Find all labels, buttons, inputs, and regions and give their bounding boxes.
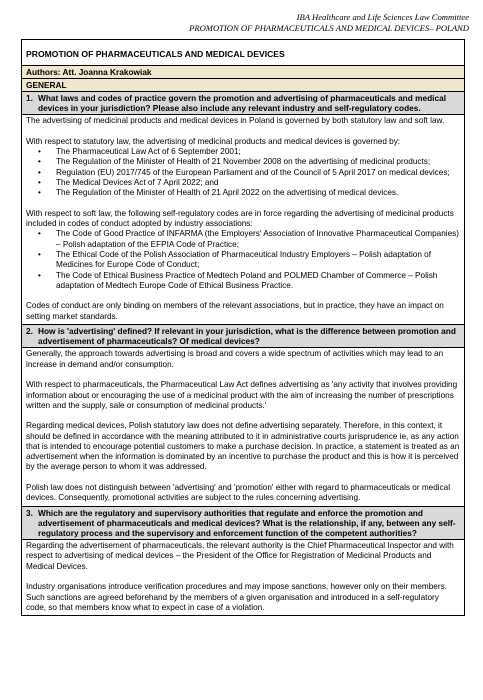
document-title: PROMOTION OF PHARMACEUTICALS AND MEDICAL DEVICES	[22, 40, 464, 66]
answer-paragraph: Codes of conduct are only binding on members of the relevant associations, but in practice, they have an impact on setting market standards.	[26, 301, 444, 321]
answer-paragraph: Regarding the advertisement of pharmaceuticals, the relevant authority is the Chief Pharmaceutical Inspector and with respect to advertising of medical devices – the President of the Office for Registration of Medicinal Products and Medical Devices.	[26, 541, 454, 571]
list-item: • The Medical Devices Act of 7 April 2022; and	[26, 178, 460, 188]
document-table	[21, 39, 465, 616]
soft-law-list	[26, 229, 460, 291]
list-item: • The Code of Ethical Business Practice of Medtech Poland and POLMED Chamber of Commerce – Polish adaptation of Medtech Europe Code of Ethical Business Practice.	[26, 271, 460, 292]
answer-1	[22, 115, 464, 325]
list-item: • Regulation (EU) 2017/745 of the European Parliament and of the Council of 5 April 2017 on medical devices;	[26, 168, 460, 178]
answer-3	[22, 540, 464, 615]
section-heading: GENERAL	[22, 79, 464, 92]
statutory-law-list	[26, 147, 460, 198]
answer-paragraph: Generally, the approach towards advertising is broad and covers a wide spectrum of activities which may lead to an increase in demand and/or consumption.	[26, 349, 444, 369]
authors-line: Authors: Att. Joanna Krakowiak	[22, 66, 464, 79]
header-committee: IBA Healthcare and Life Sciences Law Committee	[296, 12, 469, 22]
answer-paragraph: With respect to statutory law, the advertising of medicinal products and medical devices is governed by:	[26, 136, 401, 146]
answer-paragraph: With respect to pharmaceuticals, the Pharmaceutical Law Act defines advertising as 'any activity that involves providing information about or encouraging the use of a medicinal product with the aim of increasing the number of prescriptions written and the supply, sale or consumption of medicinal products.'	[26, 380, 458, 410]
answer-paragraph: Industry organisations introduce verification procedures and may impose sanctions, however only on their members. Such sanctions are agreed beforehand by the members of a given organisation and introduced in a self-regulatory code, so that members know what to expect in case of a violation.	[26, 582, 447, 612]
question-text: What laws and codes of practice govern the promotion and advertising of pharmaceuticals and medical devices in your jurisdiction? Please also include any relevant industry and self-regulatory codes.	[38, 93, 447, 114]
answer-paragraph: Regarding medical devices, Polish statutory law does not define advertising separately. Therefore, in this context, it should be defined in accordance with the meaning attributed to it in administrative courts jurisprudence ie, as any action that is intended to encourage potential customers to make a purchase decision. In practice, a statement is treated as an advertisement when the information is dominated by an incentive to purchase the product and this is how it is perceived by the average person to whom it was addressed.	[26, 421, 460, 472]
header-title: PROMOTION OF PHARMACEUTICALS AND MEDICAL DEVICES– POLAND	[189, 23, 469, 33]
list-item: • The Pharmaceutical Law Act of 6 September 2001;	[26, 147, 460, 157]
question-2	[22, 325, 464, 348]
list-item: • The Regulation of the Minister of Health of 21 November 2008 on the advertising of medicinal products;	[26, 157, 460, 167]
question-1	[22, 92, 464, 115]
answer-2	[22, 348, 464, 506]
question-number: 1.	[26, 93, 33, 103]
running-header	[189, 12, 469, 34]
answer-paragraph: Polish law does not distinguish between 'advertising' and 'promotion' either with regard to pharmaceuticals or medical devices. Consequently, promotional activities are subject to the rules concerning advertising.	[26, 482, 451, 503]
question-3	[22, 507, 464, 541]
question-number: 3.	[26, 507, 33, 518]
list-item: • The Ethical Code of the Polish Association of Pharmaceutical Industry Employers – Polish adaptation of Medicines for Europe Code of Conduct;	[26, 250, 460, 271]
question-number: 2.	[26, 326, 33, 337]
question-text: Which are the regulatory and supervisory authorities that regulate and enforce the promotion and advertisement of pharmaceuticals and medical devices? What is the relationship, if any, between any self-regulatory process and the supervisory and enforcement function of the competent authorities?	[38, 507, 456, 538]
answer-paragraph: The advertising of medicinal products and medical devices in Poland is governed by both statutory law and soft law.	[26, 116, 445, 126]
answer-paragraph: With respect to soft law, the following self-regulatory codes are in force regarding the advertising of medicinal products included in codes of conduct adopted by industry associations:	[26, 208, 454, 229]
list-item: • The Code of Good Practice of INFARMA (the Employers' Association of Innovative Pharmaceutical Companies) – Polish adaptation of the EFPIA Code of Practice;	[26, 229, 460, 250]
question-text: How is 'advertising' defined? If relevant in your jurisdiction, what is the difference between promotion and advertisement of pharmaceuticals? Of medical devices?	[38, 326, 456, 347]
list-item: • The Regulation of the Minister of Health of 21 April 2022 on the advertising of medical devices.	[26, 188, 460, 198]
